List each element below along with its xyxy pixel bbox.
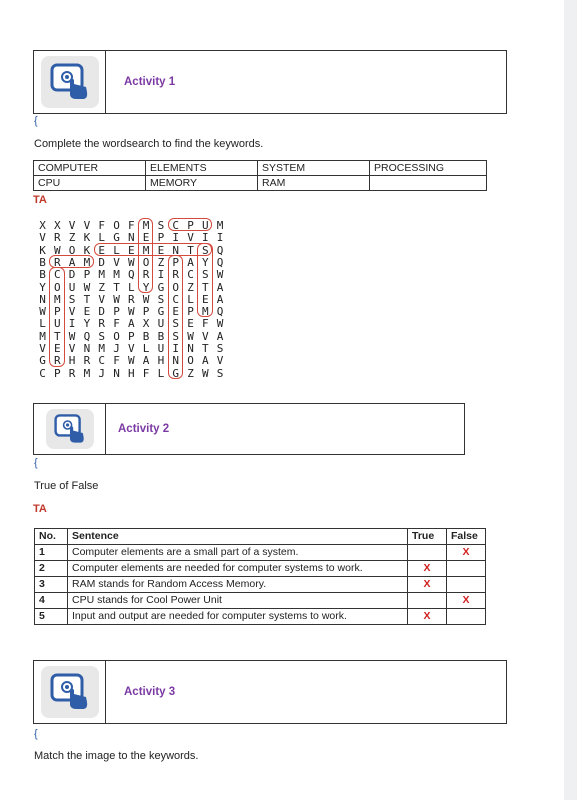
wordsearch-letter[interactable]: V: [83, 219, 91, 232]
keyword-cell: COMPUTER: [34, 161, 146, 176]
wordsearch-letter[interactable]: R: [68, 366, 76, 380]
wordsearch-letter[interactable]: S: [216, 366, 224, 380]
wordsearch-letter[interactable]: R: [98, 317, 105, 331]
wordsearch-letter[interactable]: O: [68, 243, 76, 257]
false-mark: [447, 561, 486, 577]
wordsearch-letter[interactable]: I: [201, 231, 209, 245]
wordsearch-letter[interactable]: W: [68, 329, 76, 343]
row-number: 3: [35, 577, 68, 593]
keyword-cell: [370, 176, 487, 191]
wordsearch-letter[interactable]: T: [113, 280, 120, 294]
wordsearch-letter[interactable]: Z: [187, 280, 194, 294]
table-header-row: [35, 529, 486, 545]
wordsearch-letter[interactable]: E: [142, 231, 150, 245]
wordsearch-letter[interactable]: L: [142, 342, 150, 355]
wordsearch-letter[interactable]: Y: [201, 255, 209, 269]
wordsearch-letter[interactable]: W: [216, 317, 224, 331]
table-row: [35, 545, 486, 561]
wordsearch-letter[interactable]: A: [127, 317, 135, 331]
wordsearch-letter[interactable]: L: [39, 317, 46, 331]
wordsearch-letter[interactable]: K: [83, 243, 91, 257]
header-no: No.: [35, 529, 68, 545]
wordsearch-letter[interactable]: I: [172, 342, 179, 355]
true-false-table: [34, 528, 486, 625]
ta-label-1: TA: [33, 194, 47, 206]
wordsearch-letter[interactable]: S: [172, 317, 179, 331]
wordsearch-letter[interactable]: R: [53, 231, 61, 245]
wordsearch-letter[interactable]: Z: [68, 231, 76, 245]
wordsearch-letter[interactable]: M: [39, 329, 46, 343]
wordsearch-letter[interactable]: B: [39, 268, 46, 282]
touch-screen-icon: [46, 409, 94, 449]
wordsearch-letter[interactable]: I: [172, 231, 179, 245]
wordsearch-letter[interactable]: U: [201, 219, 209, 232]
wordsearch-letter[interactable]: P: [172, 255, 179, 269]
wordsearch-letter[interactable]: U: [68, 280, 76, 294]
wordsearch-letter[interactable]: P: [127, 329, 135, 343]
wordsearch-letter[interactable]: A: [187, 255, 194, 269]
wordsearch-letter[interactable]: P: [157, 231, 165, 245]
activity-3-brace: {: [34, 728, 38, 740]
row-sentence: Computer elements are needed for computer systems to work.: [68, 561, 408, 577]
wordsearch-letter[interactable]: E: [53, 342, 61, 355]
wordsearch-letter[interactable]: F: [98, 219, 105, 232]
wordsearch-letter[interactable]: P: [53, 305, 61, 319]
wordsearch-letter[interactable]: H: [157, 354, 165, 368]
wordsearch-letter[interactable]: S: [172, 329, 179, 343]
wordsearch-letter[interactable]: N: [172, 243, 179, 257]
wordsearch-letter[interactable]: M: [142, 243, 150, 257]
wordsearch-letter[interactable]: I: [68, 317, 76, 331]
wordsearch-letter[interactable]: U: [157, 317, 165, 331]
keyword-cell: RAM: [258, 176, 370, 191]
wordsearch-letter[interactable]: Q: [83, 329, 91, 343]
true-mark: X: [408, 609, 447, 625]
row-sentence: Computer elements are a small part of a system.: [68, 545, 408, 561]
activity-2-header: [33, 403, 465, 455]
true-mark: [408, 545, 447, 561]
activity-2-title: Activity 2: [118, 423, 170, 435]
wordsearch-letter[interactable]: A: [216, 329, 224, 343]
wordsearch-letter[interactable]: H: [68, 354, 76, 368]
wordsearch-letter[interactable]: F: [142, 366, 150, 380]
wordsearch-letter[interactable]: E: [187, 317, 194, 331]
wordsearch-letter[interactable]: T: [201, 280, 209, 294]
wordsearch-letter[interactable]: O: [142, 255, 150, 269]
touch-screen-icon: [41, 56, 99, 108]
wordsearch-letter[interactable]: D: [98, 255, 105, 269]
wordsearch-letter[interactable]: N: [113, 366, 120, 380]
wordsearch-letter[interactable]: W: [53, 243, 61, 257]
wordsearch-letter[interactable]: W: [127, 255, 135, 269]
activity-3-title: Activity 3: [124, 686, 176, 698]
wordsearch-letter[interactable]: F: [201, 317, 209, 331]
wordsearch-letter[interactable]: B: [39, 255, 46, 269]
activity-1-header: [33, 50, 507, 114]
wordsearch-letter[interactable]: L: [157, 366, 165, 380]
wordsearch-letter[interactable]: L: [113, 243, 120, 257]
wordsearch-letter[interactable]: O: [113, 219, 120, 232]
keyword-cell: MEMORY: [146, 176, 258, 191]
wordsearch-letter[interactable]: R: [83, 354, 91, 368]
keyword-cell: CPU: [34, 176, 146, 191]
wordsearch-letter[interactable]: W: [201, 366, 209, 380]
wordsearch-letter[interactable]: S: [98, 329, 105, 343]
wordsearch-letter[interactable]: Y: [39, 280, 46, 294]
false-mark: X: [447, 593, 486, 609]
wordsearch-letter[interactable]: G: [157, 305, 165, 319]
wordsearch-letter[interactable]: L: [187, 292, 194, 306]
wordsearch-letter[interactable]: O: [187, 354, 194, 368]
wordsearch-letter[interactable]: V: [39, 342, 46, 355]
wordsearch-letter[interactable]: Y: [142, 280, 150, 294]
wordsearch-letter[interactable]: J: [98, 366, 105, 380]
wordsearch-letter[interactable]: W: [39, 305, 46, 319]
wordsearch-letter[interactable]: O: [53, 280, 61, 294]
wordsearch-letter[interactable]: Q: [216, 255, 224, 269]
wordsearch-letter[interactable]: E: [172, 305, 179, 319]
wordsearch-letter[interactable]: P: [53, 366, 61, 380]
activity-2-icon-cell: [34, 404, 106, 454]
wordsearch-letter[interactable]: R: [53, 255, 61, 269]
wordsearch-letter[interactable]: N: [39, 292, 46, 306]
true-mark: [408, 593, 447, 609]
row-sentence: RAM stands for Random Access Memory.: [68, 577, 408, 593]
wordsearch-letter[interactable]: B: [142, 329, 150, 343]
wordsearch-letter[interactable]: T: [187, 243, 194, 257]
wordsearch-letter[interactable]: N: [83, 342, 91, 355]
wordsearch-letter[interactable]: P: [187, 219, 194, 232]
header-true: True: [408, 529, 447, 545]
table-row: [35, 609, 486, 625]
found-word-circle: [168, 218, 212, 231]
row-sentence: CPU stands for Cool Power Unit: [68, 593, 408, 609]
wordsearch-letter[interactable]: Q: [216, 243, 224, 257]
wordsearch-letter[interactable]: M: [83, 255, 91, 269]
wordsearch-letter[interactable]: A: [142, 354, 150, 368]
row-sentence: Input and output are needed for computer systems to work.: [68, 609, 408, 625]
wordsearch-letter[interactable]: P: [187, 305, 194, 319]
wordsearch-letter[interactable]: G: [113, 231, 120, 245]
wordsearch-letter[interactable]: A: [201, 354, 209, 368]
activity-3-icon-cell: [34, 661, 106, 723]
wordsearch-letter[interactable]: F: [127, 219, 135, 232]
wordsearch-letter[interactable]: H: [127, 366, 135, 380]
table-row: [35, 577, 486, 593]
wordsearch-letter[interactable]: P: [83, 268, 91, 282]
wordsearch-letter[interactable]: V: [68, 342, 76, 355]
wordsearch-letter[interactable]: F: [113, 354, 120, 368]
wordsearch-letter[interactable]: A: [68, 255, 76, 269]
found-word-circle: [49, 255, 93, 268]
wordsearch-letter[interactable]: W: [127, 305, 135, 319]
wordsearch-letter[interactable]: L: [98, 231, 105, 245]
wordsearch-letter[interactable]: J: [113, 342, 120, 355]
wordsearch-letter[interactable]: W: [142, 292, 150, 306]
wordsearch-letter[interactable]: C: [172, 219, 179, 232]
false-mark: [447, 577, 486, 593]
header-sentence: Sentence: [68, 529, 408, 545]
wordsearch-letter[interactable]: C: [187, 268, 194, 282]
wordsearch-letter[interactable]: C: [172, 292, 179, 306]
wordsearch-letter[interactable]: M: [98, 342, 105, 355]
row-number: 2: [35, 561, 68, 577]
wordsearch-letter[interactable]: R: [172, 268, 179, 282]
wordsearch-letter[interactable]: N: [187, 342, 194, 355]
wordsearch-letter[interactable]: W: [83, 280, 91, 294]
wordsearch-letter[interactable]: R: [127, 292, 135, 306]
wordsearch-letter[interactable]: A: [216, 280, 224, 294]
wordsearch-letter[interactable]: M: [216, 219, 224, 232]
wordsearch-letter[interactable]: I: [157, 268, 165, 282]
activity-1-instruction: Complete the wordsearch to find the keywords.: [34, 138, 264, 150]
wordsearch-letter[interactable]: Z: [187, 366, 194, 380]
activity-1-title: Activity 1: [124, 76, 176, 88]
wordsearch-letter[interactable]: C: [98, 354, 105, 368]
row-number: 1: [35, 545, 68, 561]
wordsearch-letter[interactable]: V: [113, 255, 120, 269]
found-word-circle: [168, 255, 183, 379]
wordsearch-letter[interactable]: V: [127, 342, 135, 355]
false-mark: [447, 609, 486, 625]
wordsearch-letter[interactable]: S: [216, 342, 224, 355]
wordsearch-letter[interactable]: E: [127, 243, 135, 257]
wordsearch-letter[interactable]: Q: [127, 268, 135, 282]
wordsearch-letter[interactable]: K: [83, 231, 91, 245]
row-number: 5: [35, 609, 68, 625]
wordsearch-letter[interactable]: S: [201, 268, 209, 282]
wordsearch-letter[interactable]: W: [113, 292, 120, 306]
wordsearch-letter[interactable]: G: [157, 280, 165, 294]
wordsearch-letter[interactable]: F: [113, 317, 120, 331]
wordsearch-letter[interactable]: O: [172, 280, 179, 294]
page-scrollbar[interactable]: [564, 0, 577, 800]
wordsearch-letter[interactable]: G: [39, 354, 46, 368]
wordsearch-letter[interactable]: P: [113, 305, 120, 319]
activity-3-instruction: Match the image to the keywords.: [34, 750, 199, 762]
wordsearch-letter[interactable]: X: [39, 219, 46, 232]
wordsearch-letter[interactable]: V: [187, 231, 194, 245]
wordsearch-letter[interactable]: W: [127, 354, 135, 368]
wordsearch-letter[interactable]: E: [157, 243, 165, 257]
wordsearch-letter[interactable]: X: [142, 317, 150, 331]
found-word-circle: [49, 267, 64, 366]
wordsearch-letter[interactable]: O: [113, 329, 120, 343]
keywords-row: [34, 176, 487, 191]
wordsearch-letter[interactable]: V: [98, 292, 105, 306]
wordsearch-letter[interactable]: M: [83, 366, 91, 380]
wordsearch-letter[interactable]: U: [157, 342, 165, 355]
true-mark: X: [408, 561, 447, 577]
wordsearch-letter[interactable]: X: [53, 219, 61, 232]
wordsearch-letter[interactable]: M: [201, 305, 209, 319]
wordsearch-letter[interactable]: T: [83, 292, 91, 306]
false-mark: X: [447, 545, 486, 561]
touch-screen-icon: [41, 666, 99, 718]
wordsearch-letter[interactable]: E: [201, 292, 209, 306]
table-row: [35, 561, 486, 577]
wordsearch-letter[interactable]: S: [157, 292, 165, 306]
keywords-table: [33, 160, 487, 191]
wordsearch-letter[interactable]: M: [142, 219, 150, 232]
ta-label-2: TA: [33, 503, 47, 515]
wordsearch-letter[interactable]: T: [201, 342, 209, 355]
wordsearch-letter[interactable]: C: [39, 366, 46, 380]
true-mark: X: [408, 577, 447, 593]
wordsearch-letter[interactable]: L: [127, 280, 135, 294]
wordsearch-letter[interactable]: E: [83, 305, 91, 319]
wordsearch-letter[interactable]: S: [201, 243, 209, 257]
wordsearch-letter[interactable]: W: [216, 268, 224, 282]
wordsearch-letter[interactable]: A: [216, 292, 224, 306]
wordsearch-letter[interactable]: V: [68, 305, 76, 319]
wordsearch-letter[interactable]: R: [53, 354, 61, 368]
wordsearch-letter[interactable]: D: [98, 305, 105, 319]
activity-1-brace: {: [34, 115, 38, 127]
wordsearch-letter[interactable]: M: [98, 268, 105, 282]
wordsearch-letter[interactable]: M: [113, 268, 120, 282]
found-word-circle: [138, 218, 153, 293]
wordsearch-letter[interactable]: D: [68, 268, 76, 282]
activity-1-icon-cell: [34, 51, 106, 113]
wordsearch-letter[interactable]: V: [68, 219, 76, 232]
wordsearch-letter[interactable]: N: [172, 354, 179, 368]
activity-2-brace: {: [34, 457, 38, 469]
keyword-cell: ELEMENTS: [146, 161, 258, 176]
wordsearch-letter[interactable]: V: [201, 329, 209, 343]
table-row: [35, 593, 486, 609]
wordsearch-letter[interactable]: Y: [83, 317, 91, 331]
keywords-row: [34, 161, 487, 176]
found-word-circle: [197, 243, 212, 318]
activity-2-instruction: True of False: [34, 480, 99, 492]
wordsearch-letter[interactable]: W: [187, 329, 194, 343]
wordsearch-letter[interactable]: S: [68, 292, 76, 306]
keyword-cell: SYSTEM: [258, 161, 370, 176]
wordsearch-letter[interactable]: Z: [157, 255, 165, 269]
keyword-cell: PROCESSING: [370, 161, 487, 176]
wordsearch-letter[interactable]: V: [216, 354, 224, 368]
wordsearch-letter[interactable]: G: [172, 366, 179, 380]
wordsearch-letter[interactable]: U: [53, 317, 61, 331]
wordsearch-letter[interactable]: N: [127, 231, 135, 245]
wordsearch-letter[interactable]: E: [98, 243, 105, 257]
wordsearch-letter[interactable]: C: [53, 268, 61, 282]
activity-3-header: [33, 660, 507, 724]
wordsearch-letter[interactable]: V: [39, 231, 46, 245]
wordsearch-letter[interactable]: T: [53, 329, 61, 343]
wordsearch-letter[interactable]: Q: [216, 305, 224, 319]
row-number: 4: [35, 593, 68, 609]
wordsearch-letter[interactable]: K: [39, 243, 46, 257]
wordsearch-letter[interactable]: S: [157, 219, 165, 232]
header-false: False: [447, 529, 486, 545]
wordsearch-letter[interactable]: Z: [98, 280, 105, 294]
wordsearch-letter[interactable]: P: [142, 305, 150, 319]
wordsearch-letter[interactable]: M: [53, 292, 61, 306]
wordsearch-letter[interactable]: I: [216, 231, 224, 245]
wordsearch-letter[interactable]: R: [142, 268, 150, 282]
wordsearch-letter[interactable]: B: [157, 329, 165, 343]
